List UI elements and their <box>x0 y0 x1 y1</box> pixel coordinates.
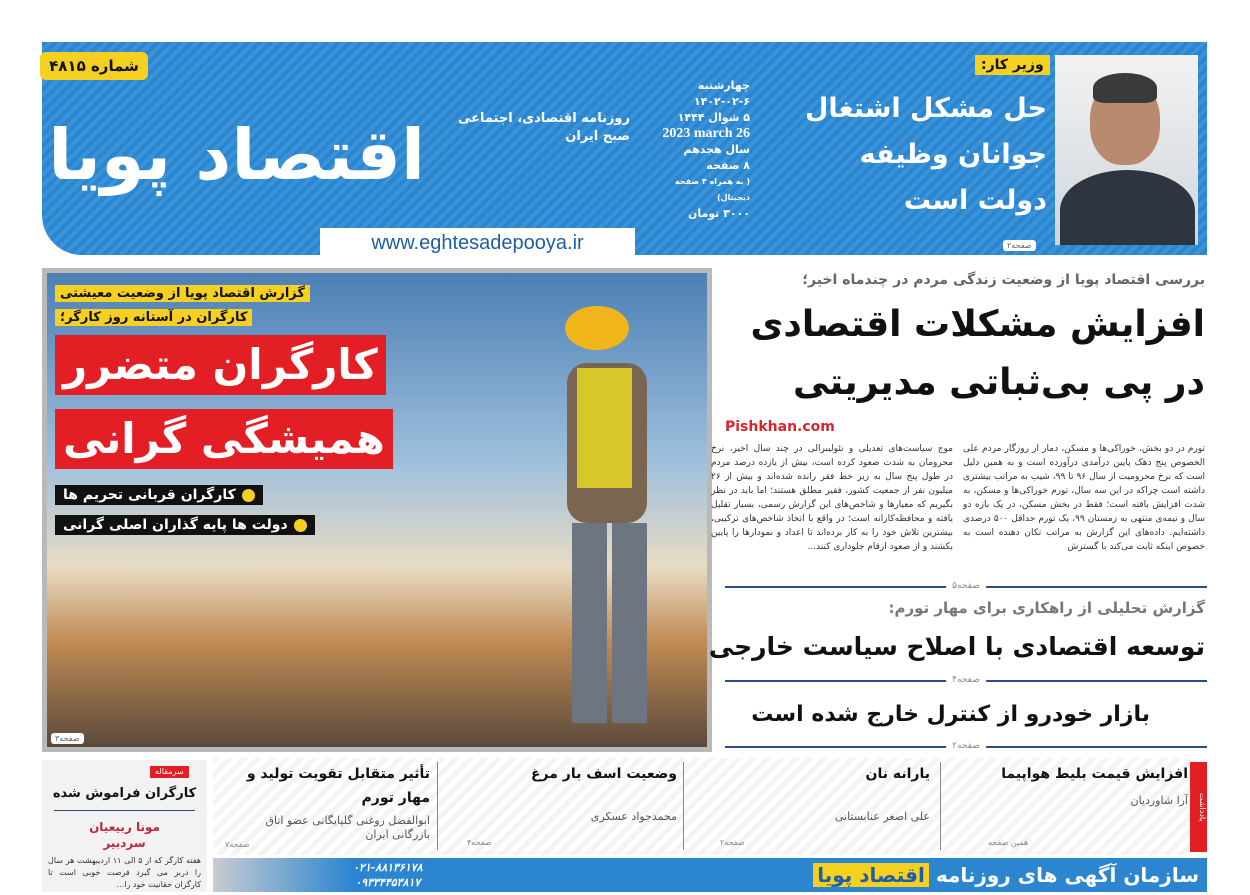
website-link[interactable]: www.eghtesadepooya.ir <box>320 228 635 258</box>
year: سال هجدهم <box>683 143 750 156</box>
page-count: ۸ صفحه <box>706 159 750 172</box>
note-page: صفحه۷ <box>225 840 250 849</box>
note-author: ابوالفضل روغنی گلپایگانی عضو اتاق بازرگانی ایران <box>265 814 430 841</box>
page-ref: صفحه۵ <box>946 580 986 592</box>
gregorian-date: 2023 march 26 <box>662 126 750 141</box>
note-title: یارانه نان <box>865 766 930 782</box>
editorial-label: سرمقاله <box>150 766 189 778</box>
note-title: افزایش قیمت بلیط هواپیما <box>1001 766 1188 782</box>
right-headline-line2: در پی بی‌ثباتی مدیریتی <box>793 362 1205 403</box>
divider <box>725 581 1207 591</box>
notes-label: یادداشت <box>1190 762 1207 852</box>
photo-hair <box>1093 73 1157 103</box>
ad-banner[interactable] <box>213 858 1207 892</box>
pishkhan-watermark: Pishkhan.com <box>725 419 835 435</box>
note-item[interactable] <box>978 762 1188 850</box>
price: ۳۰۰۰ تومان <box>687 207 750 220</box>
note-title: تأثیر متقابل تقویت تولید و مهار تورم <box>246 766 430 806</box>
lead-headline[interactable]: حل مشکل اشتغال جوانان وظیفه دولت است <box>805 93 1047 216</box>
right-headline[interactable] <box>725 296 1205 412</box>
lunar-date: ۵ شوال ۱۴۴۴ <box>677 111 750 124</box>
editorial-text: هفته کارگر که از ۵ الی ۱۱ اردیبهشت هر سال را دربر می گیرد فرصت خوبی است تا کارگران حقانیت خود را... <box>48 856 202 889</box>
minister-photo <box>1055 55 1198 245</box>
note-page: همین صفحه <box>988 838 1029 847</box>
editorial-author: مونا ربیعیان <box>89 820 160 834</box>
ad-phone: ۰۹۳۳۴۴۵۳۸۱۷ <box>355 876 421 889</box>
tagline: روزنامه اقتصادی، اجتماعی صبح ایران <box>457 111 630 144</box>
body-column-2: موج سیاست‌های تعدیلی و نئولیبرالی در چند سال اخیر، نرخ محرومان به شدت صعود کرده است، بیش از یازده درصد مردم در طول پنج سال به زیر خط فقر رانده شده‌اند و بیش از ۲۶ میلیون نفر از جمعیت کشور، فقیر مطلق هستند؛ اما باید در نظر بگیریم که معیارها و شاخص‌های این گزارش رسمی، بسیار تقلیل یافته و محافظه‌کارانه است؛ در واقع با اتخاذ شاخص‌های ترکیبی، بیشترین تلاش خود را به کار برده‌اند تا اعداد و نمودارها را پایین بکشند و از صعود ارقام جلوداری کنند... <box>711 444 953 552</box>
bullet-text: کارگران قربانی تحریم ها <box>63 487 236 503</box>
separator <box>683 762 684 850</box>
note-item[interactable] <box>467 762 677 850</box>
main-bullet <box>55 485 263 505</box>
note-page: صفحه۴ <box>467 838 492 847</box>
photo-suit <box>1060 170 1195 245</box>
ad-title: سازمان آگهی های روزنامه <box>935 863 1199 887</box>
main-tag-2: کارگران در آستانه روز کارگر؛ <box>55 309 252 326</box>
note-title: وضعیت اسف بار مرغ <box>530 766 677 782</box>
ad-phones <box>353 860 423 890</box>
ad-phone: ۰۲۱-۸۸۱۳۶۱۷۸ <box>353 861 423 874</box>
editorial-role: سردبیر <box>103 836 146 850</box>
editorial-box[interactable] <box>42 760 207 892</box>
divider <box>54 810 195 811</box>
note-author: علی اصغر عنابستانی <box>834 810 930 823</box>
divider <box>725 741 1207 751</box>
note-author: آرا شاوردیان <box>1130 794 1188 807</box>
main-tag-1: گزارش اقتصاد پویا از وضعیت معیشتی <box>55 285 310 302</box>
page-ref: صفحه۲ <box>946 740 986 752</box>
separator <box>437 762 438 850</box>
digital-pages: ( به همراه ۴ صفحه دیجیتال) <box>675 177 750 202</box>
main-story-photo[interactable] <box>42 268 712 752</box>
solar-date: ۱۴۰۲-۰۲-۶ <box>693 95 750 108</box>
second-headline[interactable]: توسعه اقتصادی با اصلاح سیاست خارجی <box>708 632 1205 661</box>
weekday: چهارشنبه <box>697 79 750 92</box>
newspaper-logo: اقتصاد پویا <box>48 114 425 196</box>
second-kicker: گزارش تحلیلی از راهکاری برای مهار تورم: <box>888 599 1205 617</box>
worker-figure <box>517 293 677 733</box>
ad-brand: اقتصاد پویا <box>813 863 929 887</box>
lead-kicker: وزیر کار: <box>975 55 1050 75</box>
right-headline-line1: افزایش مشکلات اقتصادی <box>750 304 1205 345</box>
bullet-dot-icon <box>294 519 307 532</box>
main-headline-1[interactable]: کارگران متضرر <box>55 335 386 395</box>
ad-text <box>813 861 1199 889</box>
editorial-title: کارگران فراموش شده <box>52 786 197 801</box>
issue-number: شماره ۴۸۱۵ <box>40 52 148 80</box>
note-author: محمدجواد عسکری <box>590 810 677 823</box>
note-page: صفحه۲ <box>720 838 745 847</box>
page-ref: صفحه۴ <box>946 674 986 686</box>
main-bullet <box>55 515 315 535</box>
main-page: صفحه۳ <box>51 733 84 744</box>
divider <box>725 675 1207 685</box>
date-block <box>640 78 750 222</box>
right-kicker: بررسی اقتصاد پویا از وضعیت زندگی مردم در چندماه اخیر؛ <box>802 272 1205 288</box>
main-headline-2[interactable]: همیشگی گرانی <box>55 409 393 469</box>
lead-page: صفحه۲ <box>1003 240 1036 251</box>
note-item[interactable] <box>225 762 430 854</box>
third-headline[interactable]: بازار خودرو از کنترل خارج شده است <box>751 702 1150 727</box>
note-item[interactable] <box>720 762 930 850</box>
bullet-text: دولت ها پایه گذاران اصلی گرانی <box>63 517 288 533</box>
separator <box>940 762 941 850</box>
body-column-1: تورم در دو بخش، خوراکی‌ها و مسکن، دمار از روزگار مردم علی الخصوص پنج دهک پایین درآمدی درآورده است و به همین دلیل است که نرخ محرومیت از سال ۹۶ تا ۹۹، شیب به مراتب بیشتری داشته است چراکه در این سه سال، تورم خوراکی‌ها و مسکن، به شدت افزایش یافته است؛ فقط در بخش مسکن، در یک بازه دو سال و نیمه‌ی منتهی به زمستان ۹۹، یک تورم حداقل ۵۰۰ درصدی داشته‌ایم. داده‌های این گزارش به مراتب تکان دهنده است به خصوص اینکه ثابت می‌کند با گسترش <box>963 444 1205 552</box>
bullet-dot-icon <box>242 489 255 502</box>
